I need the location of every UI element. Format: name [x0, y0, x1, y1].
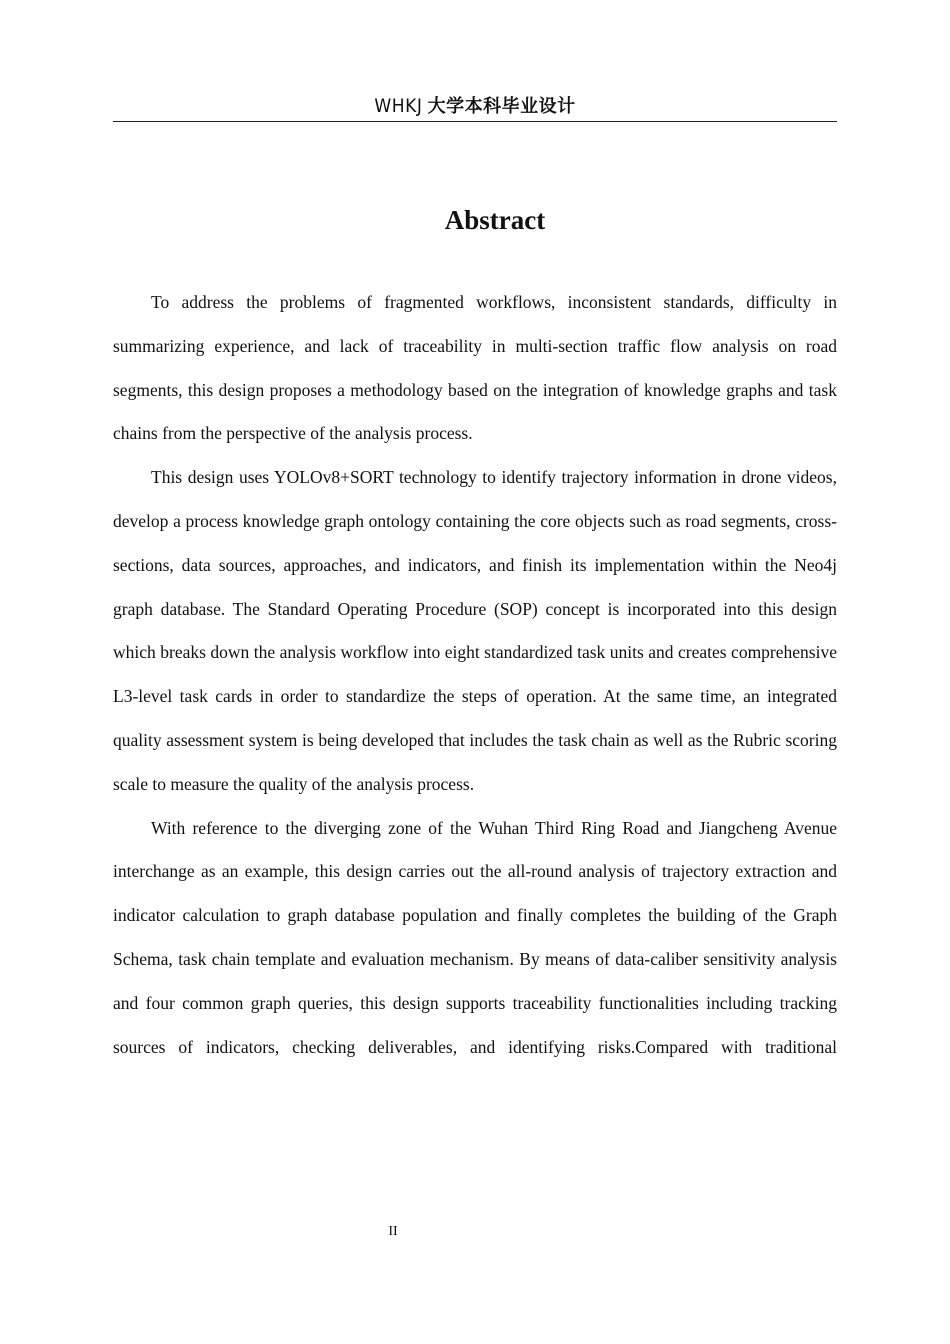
abstract-heading: Abstract: [444, 205, 546, 235]
header-school-code: WHKJ: [374, 95, 423, 117]
abstract-paragraph-2: This design uses YOLOv8+SORT technology to identify trajectory information in drone videos, develop a process knowledge graph ontology containing the core objects such as road segments, cross-sections, data sources, approaches, and indicators, and finish its implementation within the Neo4j graph database. The Standard Operating Procedure (SOP) concept is incorporated into this design which breaks down the analysis workflow into eight standardized task units and creates comprehensive L3-level task cards in order to standardize the steps of operation. At the same time, an integrated quality assessment system is being developed that includes the task chain as well as the Rubric scoring scale to measure the quality of the analysis process.: [113, 467, 837, 794]
abstract-paragraph-3: With reference to the diverging zone of the Wuhan Third Ring Road and Jiangcheng Avenue interchange as an example, this design carries out the all-round analysis of trajectory extraction and indicator calculation to graph database population and finally completes the building of the Graph Schema, task chain template and evaluation mechanism. By means of data-caliber sensitivity analysis and four common graph queries, this design supports traceability functionalities including tracking sources of indicators, checking deliverables, and identifying risks.Compared with traditional: [113, 817, 837, 1057]
header-thesis-label: 大学本科毕业设计: [427, 96, 576, 117]
abstract-paragraph-1: To address the problems of fragmented workflows, inconsistent standards, difficulty in summarizing experience, and lack of traceability in multi-section traffic flow analysis on road segments, this design proposes a methodology based on the integration of knowledge graphs and task chains from the perspective of the analysis process.: [113, 292, 837, 444]
abstract-body: [113, 281, 837, 1069]
page-header: [113, 92, 837, 122]
page-number: II: [388, 1224, 398, 1239]
